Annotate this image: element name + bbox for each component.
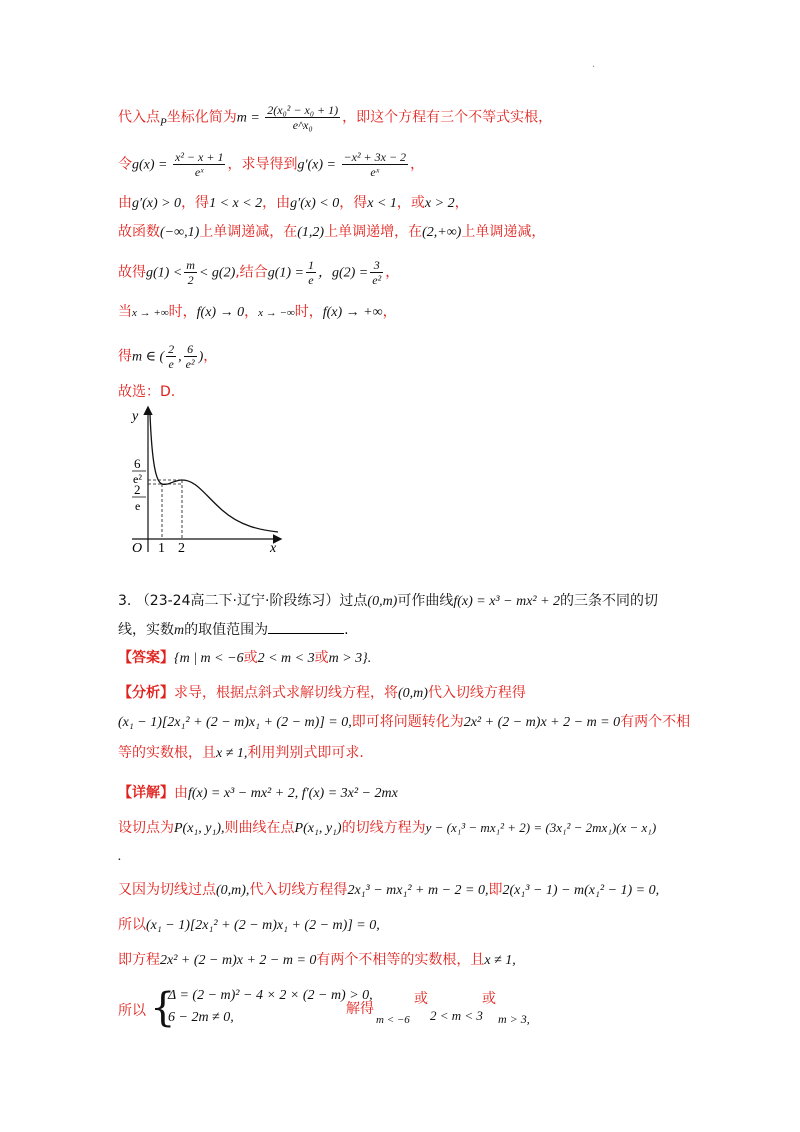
- numerator: x² − x + 1: [175, 150, 224, 164]
- text: ，求导得到: [227, 156, 298, 173]
- text: 或: [243, 650, 258, 666]
- denominator: eˣ: [194, 165, 204, 179]
- math: f(x) = x³ − mx² + 2, f′(x) = 3x² − 2mx: [188, 786, 398, 801]
- text: 求导，根据点斜式求解切线方程，将: [174, 685, 398, 701]
- text: 上单调递增，在: [324, 224, 423, 240]
- text: 得: [118, 348, 132, 365]
- math: m > 3}: [328, 651, 368, 666]
- text: ，: [382, 304, 397, 320]
- math: 2x₁³ − mx₁² + m − 2 = 0,: [347, 883, 489, 898]
- corner-mark: ·: [592, 62, 596, 73]
- text: 即: [488, 882, 503, 898]
- line-choice: [118, 382, 175, 402]
- text: ，即这个方程有三个不等式实根，: [342, 109, 553, 126]
- text: 或: [314, 650, 329, 666]
- line-define-g: [118, 150, 424, 179]
- text: 由: [118, 195, 132, 211]
- numerator: 6: [184, 342, 197, 357]
- text: 所以: [118, 917, 146, 933]
- line-range: [118, 342, 217, 371]
- y-label: y: [132, 409, 139, 424]
- math: x > 2: [424, 196, 455, 211]
- fraction: [265, 103, 340, 132]
- math: Δ = (2 − m)² − 4 × 2 × (2 − m) > 0,: [168, 988, 373, 1003]
- math: m ∈ (: [132, 349, 165, 365]
- numerator: 2(x₀² − x₀ + 1): [267, 103, 339, 117]
- math: (2,+∞): [422, 225, 462, 240]
- text: ，: [410, 156, 425, 173]
- math: 2 < m < 3: [430, 1008, 483, 1023]
- math: (0,m): [398, 686, 428, 701]
- math: m =: [236, 110, 264, 126]
- text: 所以: [118, 1003, 146, 1019]
- line-derivative-sign: [118, 193, 469, 214]
- analysis-line1: [118, 683, 526, 704]
- detail-tag: 【详解】: [118, 785, 174, 801]
- text: 又因为切线过点: [118, 882, 216, 898]
- detail-line2: [118, 818, 656, 839]
- math: g′(x) > 0: [132, 196, 182, 211]
- text: 坐标化简为: [166, 109, 237, 126]
- math: 2 < m < 3: [257, 651, 315, 666]
- math: g(1) =: [267, 265, 304, 281]
- detail-line1: [118, 783, 398, 804]
- tick-1: 1: [158, 541, 165, 554]
- text: 故得: [118, 264, 146, 281]
- text: 设切点为: [118, 820, 174, 836]
- math: g′(x) =: [297, 157, 340, 173]
- text: 有两个不相等的实数根，且: [316, 952, 485, 968]
- question-number: 3.: [118, 593, 132, 609]
- y-tick-6-num: 6: [134, 456, 141, 471]
- text: 线，实数: [118, 622, 174, 638]
- math: 6 − 2m ≠ 0,: [168, 1010, 234, 1025]
- text: .: [344, 622, 349, 638]
- math: (1,2): [297, 225, 325, 240]
- question-3-line2: [118, 620, 349, 641]
- text: .: [367, 651, 372, 666]
- text: 时，: [294, 304, 323, 320]
- denominator: e^x₀: [292, 118, 313, 132]
- math: x ≠ 1,: [216, 746, 248, 761]
- math: (0,m),: [216, 883, 250, 898]
- text: ，: [454, 195, 469, 211]
- math: 2x² + (2 − m)x + 2 − m = 0: [160, 953, 317, 968]
- math: ): [198, 349, 204, 365]
- analysis-line3: [118, 743, 364, 764]
- text: 代入点: [118, 109, 160, 126]
- math: (x₁ − 1)[2x₁² + (2 − m)x₁ + (2 − m)] = 0,: [146, 918, 380, 933]
- text: 的取值范围为: [184, 622, 269, 638]
- y-tick-2-num: 2: [134, 482, 141, 497]
- numerator: 2: [168, 342, 175, 356]
- text: ，得: [181, 195, 210, 211]
- origin-label: O: [132, 541, 143, 554]
- text: 利用判别式即可求.: [247, 745, 364, 761]
- text: 令: [118, 156, 132, 173]
- math: f(x) → +∞: [322, 305, 383, 320]
- text: 解得: [346, 1001, 374, 1017]
- numerator: m: [186, 258, 195, 272]
- text: ，: [385, 264, 400, 281]
- text: ，: [203, 348, 218, 365]
- math: < g(2): [198, 265, 236, 281]
- text: 的切线方程为: [341, 820, 426, 836]
- text: .: [118, 849, 122, 864]
- math: f(x) → 0: [196, 305, 245, 320]
- fraction: [342, 150, 409, 179]
- function-graph: [112, 404, 284, 554]
- text: 故函数: [118, 224, 160, 240]
- text: ，或: [396, 195, 425, 211]
- math: x ≠ 1,: [484, 953, 516, 968]
- fraction: [173, 150, 225, 179]
- math: m > 3,: [498, 1012, 530, 1026]
- math: P(x₁, y₁): [294, 821, 342, 836]
- denominator: eˣ: [370, 165, 380, 179]
- detail-line5: [118, 915, 380, 936]
- text: 代入切线方程得: [427, 685, 526, 701]
- text: ，: [244, 304, 259, 320]
- fraction: [184, 342, 197, 371]
- line-substitute: [118, 103, 552, 132]
- line-bounds: [118, 258, 399, 287]
- math: (x₁ − 1)[2x₁² + (2 − m)x₁ + (2 − m)] = 0,: [118, 715, 352, 730]
- math: f(x) = x³ − mx² + 2: [453, 594, 561, 609]
- math: 1 < x < 2: [209, 196, 263, 211]
- math: P(x₁, y₁),: [174, 821, 225, 836]
- text: 或: [482, 991, 496, 1007]
- numerator: −x² + 3x − 2: [343, 150, 407, 164]
- fraction: [166, 342, 176, 371]
- text: 故选：D.: [118, 384, 176, 400]
- text: 等的实数根，且: [118, 745, 216, 761]
- analysis-line2: [118, 712, 690, 733]
- detail-line3: [118, 846, 122, 867]
- x-label: x: [270, 541, 277, 554]
- math: 2x² + (2 − m)x + 2 − m = 0: [463, 715, 621, 730]
- denominator: 2: [187, 273, 194, 287]
- math: 2(x₁³ − 1) − m(x₁² − 1) = 0,: [502, 883, 660, 898]
- math: x < 1: [367, 196, 397, 211]
- tick-2: 2: [178, 541, 185, 554]
- denominator: e: [168, 357, 174, 371]
- system-brace: {: [150, 985, 176, 1031]
- math: x → −∞: [258, 307, 295, 319]
- text: 代入切线方程得: [249, 882, 348, 898]
- math: g(1) <: [146, 265, 183, 281]
- math: m: [174, 623, 185, 638]
- text: （23-24高二下·辽宁·阶段练习）过点: [135, 593, 368, 609]
- text: 即可将问题转化为: [351, 714, 464, 730]
- line-limits: [118, 302, 397, 323]
- text: 由: [174, 785, 188, 801]
- denominator: e: [308, 273, 314, 287]
- y-tick-2-den: e: [135, 499, 141, 513]
- math: ,: [178, 349, 182, 365]
- text: 上单调递减，在: [199, 224, 298, 240]
- math: g′(x) < 0: [290, 196, 340, 211]
- fraction: [370, 258, 383, 287]
- math: P: [160, 116, 167, 129]
- analysis-tag: 【分析】: [118, 685, 174, 701]
- math: m < −6: [376, 1014, 410, 1026]
- math: ，g(2) =: [317, 265, 369, 281]
- y-tick-6-den: e²: [133, 472, 142, 486]
- fraction: [184, 258, 197, 287]
- detail-line4: [118, 880, 659, 901]
- text: 有两个不相: [620, 714, 691, 730]
- answer-blank[interactable]: [268, 621, 344, 634]
- text: 的三条不同的切: [560, 593, 659, 609]
- answer-tag: 【答案】: [118, 650, 174, 666]
- fraction: [306, 258, 316, 287]
- detail-line6: [118, 950, 516, 971]
- text: 或: [414, 991, 428, 1007]
- numerator: 3: [370, 258, 383, 273]
- math: g(x) =: [132, 157, 171, 173]
- text: 可作曲线: [397, 593, 454, 609]
- detail-line7: [118, 986, 678, 1036]
- text: 则曲线在点: [224, 820, 295, 836]
- math: (−∞,1): [160, 225, 200, 240]
- text: ，得: [339, 195, 368, 211]
- line-monotonic: [118, 222, 545, 243]
- denominator: e²: [372, 273, 382, 287]
- denominator: e²: [185, 357, 195, 371]
- numerator: 1: [307, 258, 314, 272]
- math: y − (x₁³ − mx₁² + 2) = (3x₁² − 2mx₁)(x − x₁): [425, 820, 657, 835]
- question-3-line1: [118, 591, 658, 612]
- text: 当: [118, 304, 132, 320]
- text: 即方程: [118, 952, 160, 968]
- text: ，由: [262, 195, 291, 211]
- answer-line: [118, 648, 371, 669]
- text: 上单调递减，: [461, 224, 546, 240]
- text: ,结合: [235, 264, 268, 281]
- math: {m | m < −6: [174, 651, 244, 666]
- math: x → +∞: [132, 307, 169, 319]
- text: 时，: [168, 304, 197, 320]
- curve: [150, 414, 278, 532]
- math: (0,m): [367, 594, 398, 609]
